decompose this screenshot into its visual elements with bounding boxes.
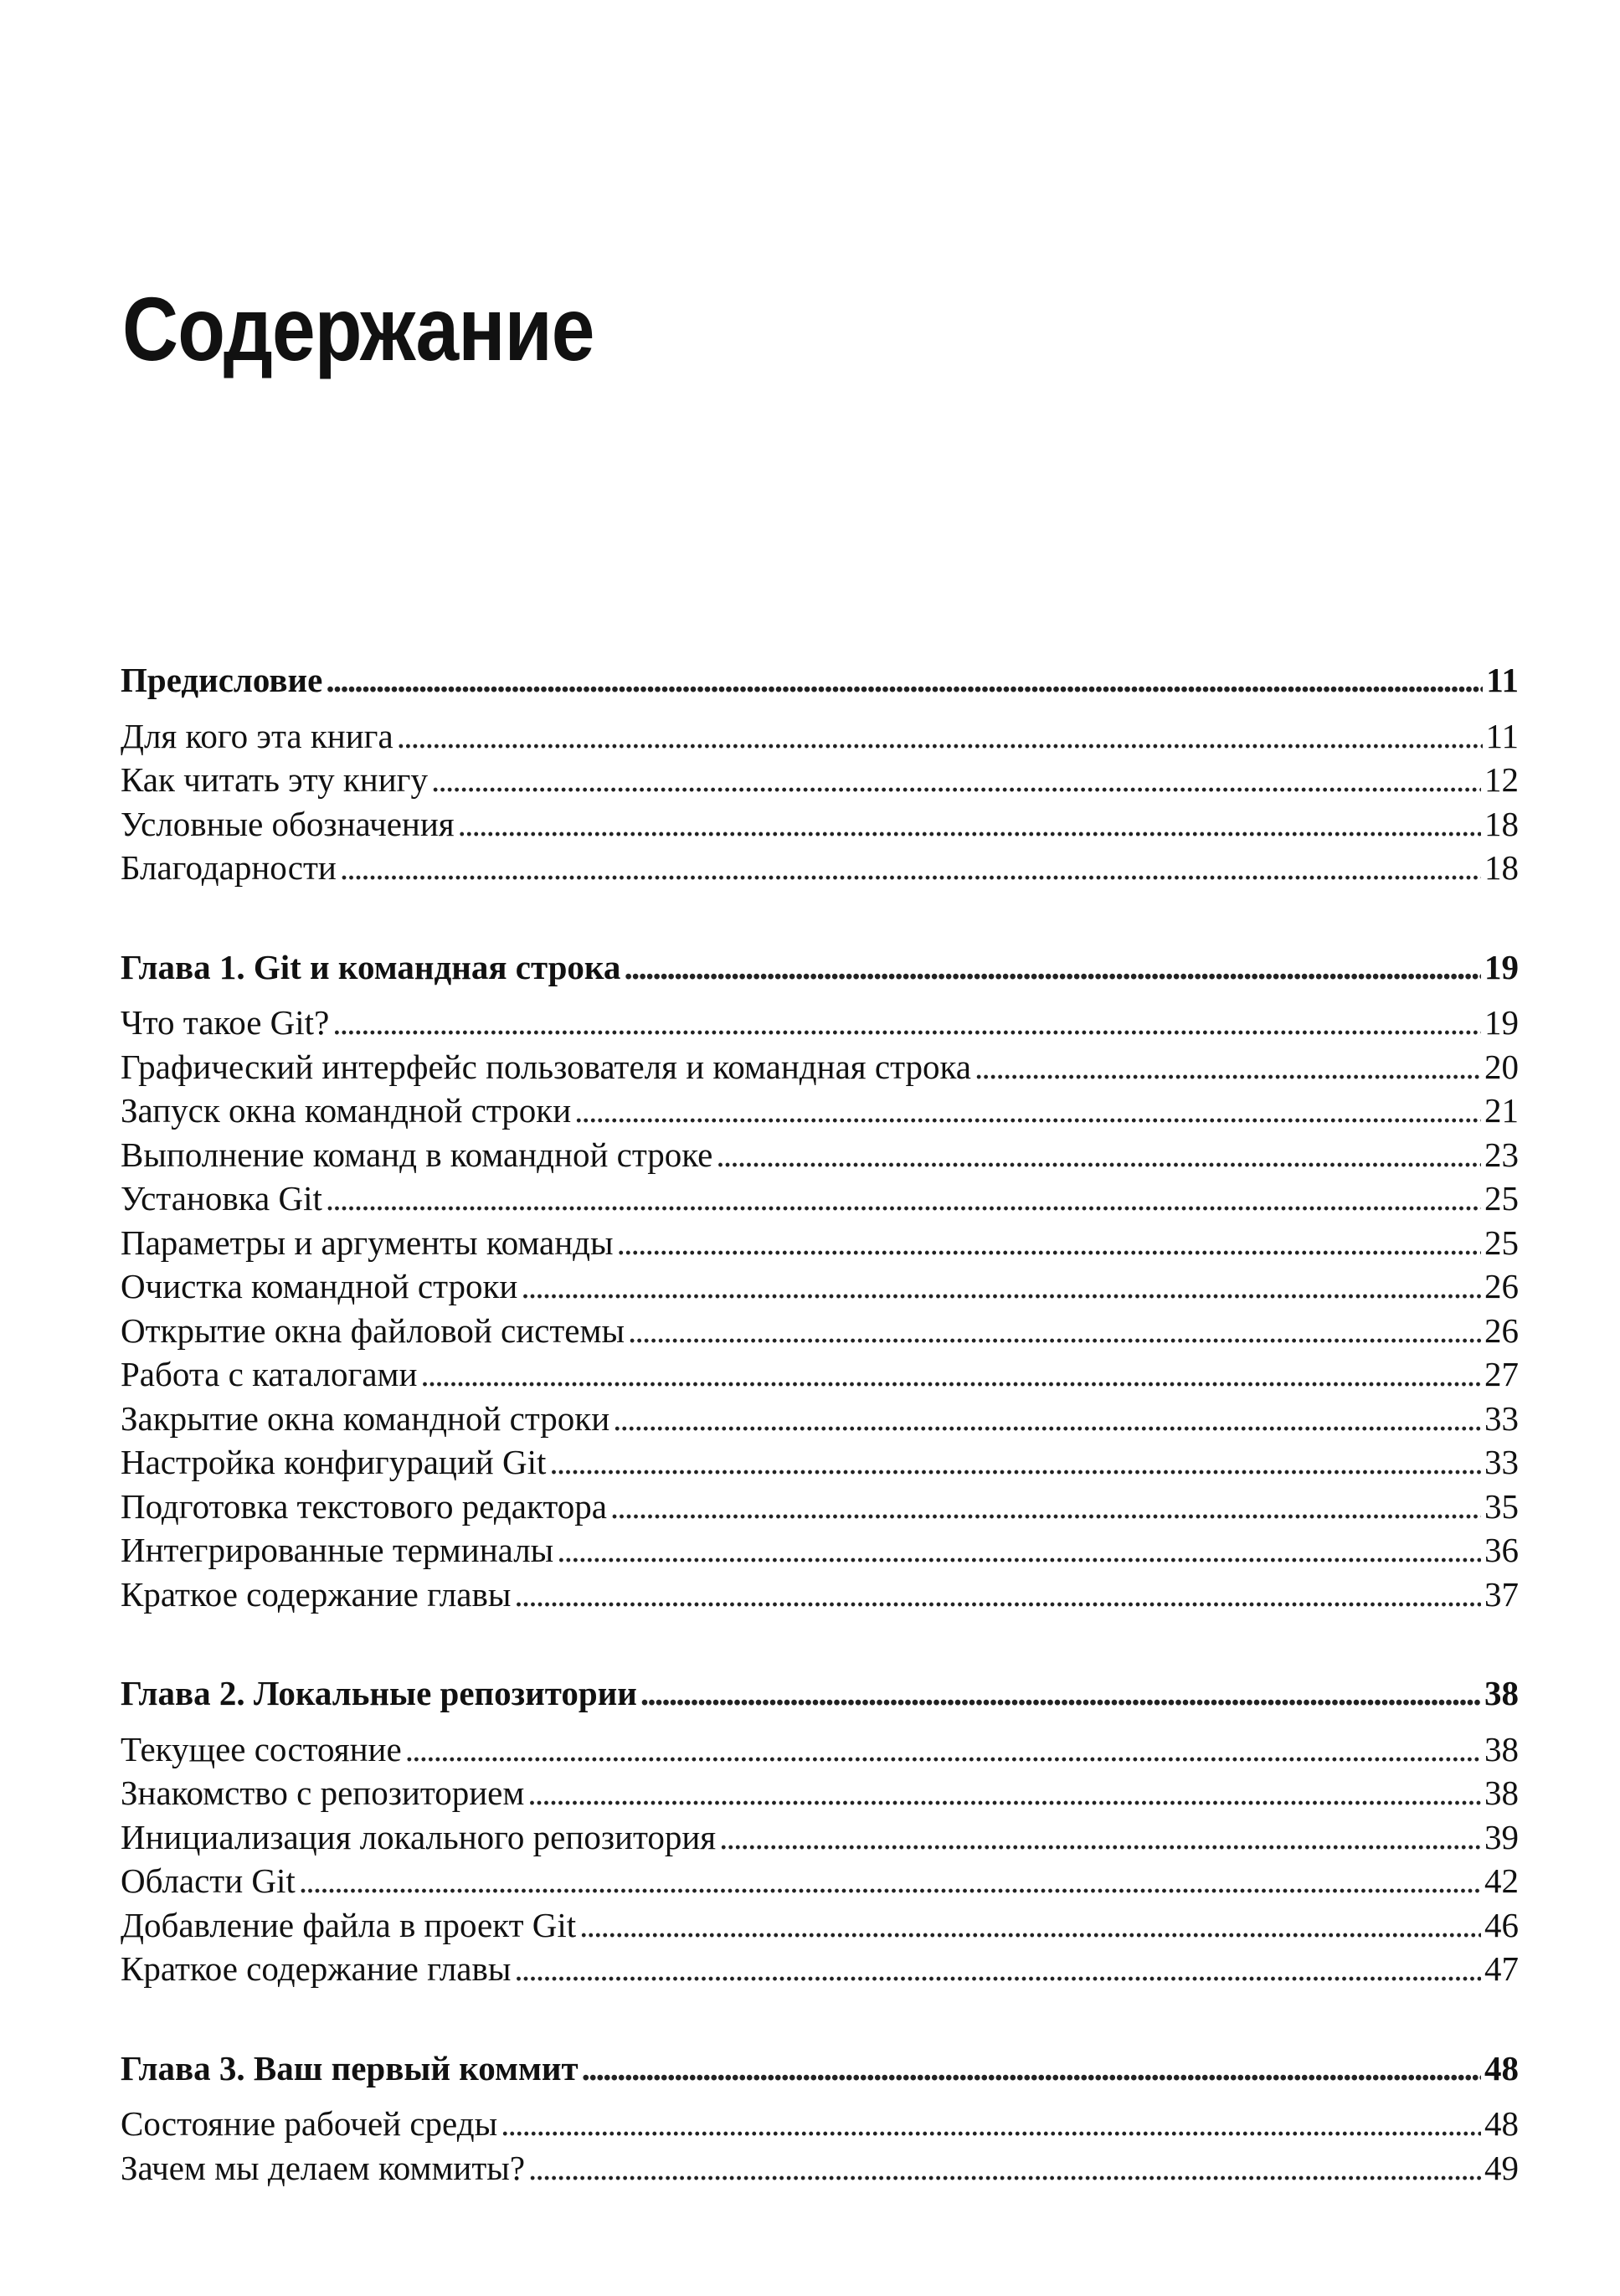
section-spacer xyxy=(121,1616,1519,1671)
entry-title: Условные обозначения xyxy=(121,804,455,843)
entry-title: Области Git xyxy=(121,1861,296,1900)
dot-leader xyxy=(527,1771,1481,1815)
dot-leader xyxy=(332,1001,1481,1045)
entry-title: Для кого эта книга xyxy=(121,716,393,755)
entry-title: Выполнение команд в командной строке xyxy=(121,1135,713,1174)
entry-title: Настройка конфигураций Git xyxy=(121,1443,547,1481)
toc-entry xyxy=(121,1947,1519,1991)
page-number: 38 xyxy=(1484,1729,1519,1768)
page-number: 37 xyxy=(1484,1574,1519,1614)
entry-title: Что такое Git? xyxy=(121,1003,330,1042)
page-number: 25 xyxy=(1484,1179,1519,1217)
page-number: 27 xyxy=(1484,1355,1519,1393)
toc-entry xyxy=(121,1221,1519,1265)
toc-entry xyxy=(121,1397,1519,1441)
toc-entry xyxy=(121,1133,1519,1177)
entry-title: Интегрированные терминалы xyxy=(121,1531,554,1569)
entry-title: Знакомство с репозиторием xyxy=(121,1773,525,1812)
toc-section xyxy=(121,658,1519,890)
page-number: 26 xyxy=(1484,1267,1519,1305)
toc-entry xyxy=(121,758,1519,802)
entry-title: Зачем мы делаем коммиты? xyxy=(121,2148,526,2187)
dot-leader xyxy=(628,1309,1481,1353)
page-number: 35 xyxy=(1484,1486,1519,1526)
dot-leader xyxy=(716,1133,1481,1177)
dot-leader xyxy=(975,1045,1481,1089)
page-number: 46 xyxy=(1484,1905,1519,1944)
toc-entry xyxy=(121,1573,1519,1617)
toc-entry xyxy=(121,1771,1519,1815)
dot-leader xyxy=(719,1815,1481,1860)
dot-leader xyxy=(640,1671,1481,1716)
entry-title: Установка Git xyxy=(121,1179,322,1217)
entry-title: Краткое содержание главы xyxy=(121,1574,512,1614)
page-number: 20 xyxy=(1484,1047,1519,1086)
dot-leader xyxy=(557,1528,1481,1573)
page-number: 49 xyxy=(1484,2148,1519,2187)
entry-title: Открытие окна файловой системы xyxy=(121,1310,625,1350)
entry-title: Инициализация локального репозитория xyxy=(121,1817,717,1856)
entry-title: Добавление файла в проект Git xyxy=(121,1905,577,1944)
toc-entry xyxy=(121,2146,1519,2190)
dot-leader xyxy=(514,1573,1481,1617)
table-of-contents xyxy=(121,658,1519,2190)
toc-entry xyxy=(121,1485,1519,1529)
dot-leader xyxy=(617,1221,1481,1265)
dot-leader xyxy=(514,1947,1481,1991)
page-number: 19 xyxy=(1484,1003,1519,1042)
dot-leader xyxy=(501,2102,1481,2146)
page-number: 48 xyxy=(1484,2104,1519,2143)
entry-title: Состояние рабочей среды xyxy=(121,2104,498,2143)
page-number: 21 xyxy=(1484,1091,1519,1130)
section-spacer xyxy=(121,890,1519,945)
toc-entry xyxy=(121,1727,1519,1772)
dot-leader xyxy=(397,714,1483,759)
dot-leader xyxy=(299,1859,1481,1903)
toc-entry xyxy=(121,1001,1519,1045)
page-number: 38 xyxy=(1484,1773,1519,1812)
page-number: 42 xyxy=(1484,1861,1519,1900)
entry-title: Краткое содержание главы xyxy=(121,1949,512,1988)
chapter-title: Глава 2. Локальные репозитории xyxy=(121,1674,637,1712)
page-number: 26 xyxy=(1484,1310,1519,1350)
page-number: 18 xyxy=(1484,848,1519,887)
toc-entry xyxy=(121,1815,1519,1860)
entry-title: Подготовка текстового редактора xyxy=(121,1486,607,1526)
dot-leader xyxy=(326,658,1483,703)
dot-leader xyxy=(431,758,1481,802)
toc-entry xyxy=(121,1440,1519,1485)
dot-leader xyxy=(574,1089,1481,1133)
entry-title: Закрытие окна командной строки xyxy=(121,1398,610,1438)
page-number: 11 xyxy=(1486,661,1519,699)
page-number: 19 xyxy=(1484,947,1519,986)
chapter-title: Предисловие xyxy=(121,661,323,699)
page-number: 48 xyxy=(1484,2048,1519,2088)
toc-entry xyxy=(121,1264,1519,1309)
chapter-title: Глава 3. Ваш первый коммит xyxy=(121,2048,579,2088)
toc-entry xyxy=(121,1176,1519,1221)
page-number: 25 xyxy=(1484,1223,1519,1262)
entry-title: Как читать эту книгу xyxy=(121,760,428,799)
page-title: Содержание xyxy=(122,278,594,379)
dot-leader xyxy=(610,1485,1481,1529)
section-spacer xyxy=(121,1991,1519,2046)
page-number: 11 xyxy=(1485,716,1519,755)
entry-title: Благодарности xyxy=(121,848,337,887)
page-number: 39 xyxy=(1484,1817,1519,1856)
page-number: 33 xyxy=(1484,1443,1519,1481)
dot-leader xyxy=(624,945,1481,990)
toc-entry xyxy=(121,1903,1519,1948)
entry-title: Графический интерфейс пользователя и командная строка xyxy=(121,1047,971,1086)
toc-entry xyxy=(121,1352,1519,1397)
page-number: 47 xyxy=(1484,1949,1519,1988)
toc-entry xyxy=(121,846,1519,890)
page-number: 18 xyxy=(1484,804,1519,843)
chapter-title: Глава 1. Git и командная строка xyxy=(121,947,621,986)
toc-entry xyxy=(121,1859,1519,1903)
toc-section xyxy=(121,945,1519,1617)
dot-leader xyxy=(579,1903,1481,1948)
toc-entry xyxy=(121,714,1519,759)
entry-title: Параметры и аргументы команды xyxy=(121,1223,614,1262)
dot-leader xyxy=(613,1397,1481,1441)
dot-leader xyxy=(405,1727,1481,1772)
page-number: 12 xyxy=(1484,760,1519,799)
dot-leader xyxy=(582,2046,1481,2091)
toc-section xyxy=(121,1671,1519,1991)
page-number: 36 xyxy=(1484,1531,1519,1569)
toc-section xyxy=(121,2046,1519,2190)
entry-title: Работа с каталогами xyxy=(121,1355,418,1393)
dot-leader xyxy=(528,2146,1481,2190)
page-number: 23 xyxy=(1484,1135,1519,1174)
toc-chapter-heading xyxy=(121,2046,1519,2091)
toc-entry xyxy=(121,1045,1519,1089)
dot-leader xyxy=(340,846,1481,890)
toc-entry xyxy=(121,2102,1519,2146)
page-number: 33 xyxy=(1484,1398,1519,1438)
toc-entry xyxy=(121,802,1519,847)
dot-leader xyxy=(420,1352,1481,1397)
entry-title: Текущее состояние xyxy=(121,1729,402,1768)
toc-chapter-heading xyxy=(121,945,1519,990)
toc-entry xyxy=(121,1309,1519,1353)
page-number: 38 xyxy=(1484,1674,1519,1712)
entry-title: Очистка командной строки xyxy=(121,1267,518,1305)
toc-chapter-heading xyxy=(121,658,1519,703)
dot-leader xyxy=(521,1264,1481,1309)
entry-title: Запуск окна командной строки xyxy=(121,1091,572,1130)
toc-chapter-heading xyxy=(121,1671,1519,1716)
toc-entry xyxy=(121,1089,1519,1133)
dot-leader xyxy=(549,1440,1481,1485)
dot-leader xyxy=(458,802,1481,847)
toc-entry xyxy=(121,1528,1519,1573)
dot-leader xyxy=(326,1176,1481,1221)
